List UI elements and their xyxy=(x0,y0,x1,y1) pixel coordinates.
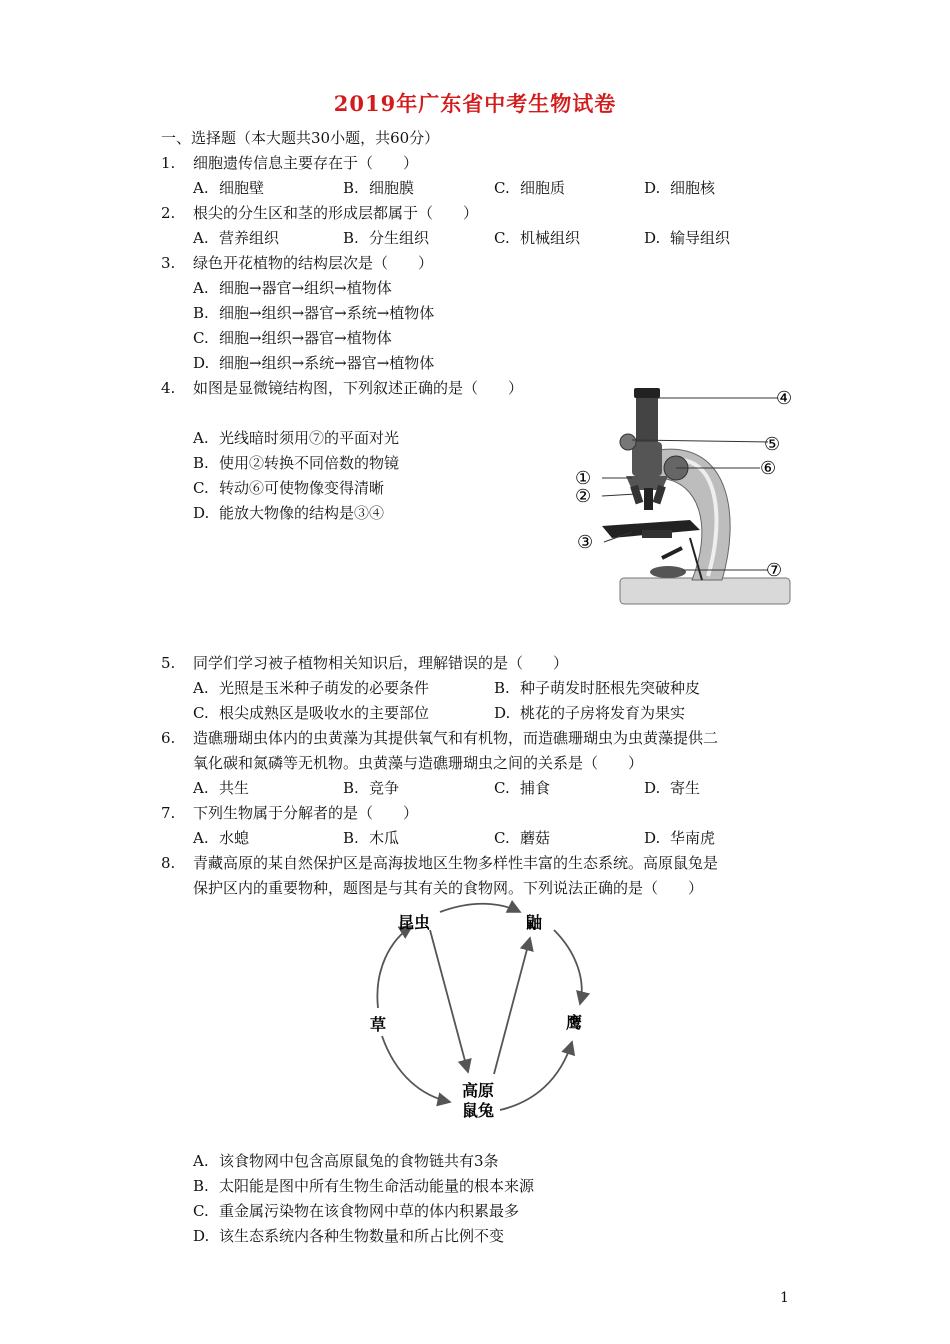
q7-option-c: C. 蘑菇 xyxy=(494,829,551,847)
q1-stem: 细胞遗传信息主要存在于（ ） xyxy=(193,154,419,172)
section-heading: 一、选择题（本大题共30小题，共60分） xyxy=(161,129,440,147)
q2-number: 2. xyxy=(161,204,176,222)
q8-stem-line2: 保护区内的重要物种，题图是与其有关的食物网。下列说法正确的是（ ） xyxy=(193,879,704,897)
node-insect: 昆虫 xyxy=(398,913,431,932)
microscope-figure xyxy=(572,380,792,608)
q6-stem-line1: 造礁珊瑚虫体内的虫黄藻为其提供氧气和有机物，而造礁珊瑚虫为虫黄藻提供二 xyxy=(193,729,719,747)
node-grass: 草 xyxy=(370,1015,387,1034)
page-number: 1 xyxy=(780,1290,789,1306)
q1-option-a: A. 细胞壁 xyxy=(193,179,265,197)
q5-option-c: C. 根尖成熟区是吸收水的主要部位 xyxy=(193,704,430,722)
q6-option-a: A. 共生 xyxy=(193,779,250,797)
q2-option-c: C. 机械组织 xyxy=(494,229,581,247)
q8-option-c: C. 重金属污染物在该食物网中草的体内积累最多 xyxy=(193,1202,520,1220)
label-2: ② xyxy=(575,486,592,507)
q8-option-d: D. 该生态系统内各种生物数量和所占比例不变 xyxy=(193,1227,505,1245)
q7-number: 7. xyxy=(161,804,176,822)
q3-option-b: B. 细胞→组织→器官→系统→植物体 xyxy=(193,304,435,322)
q5-stem: 同学们学习被子植物相关知识后，理解错误的是（ ） xyxy=(193,654,569,672)
q3-stem: 绿色开花植物的结构层次是（ ） xyxy=(193,254,434,272)
q4-number: 4. xyxy=(161,379,176,397)
label-4: ④ xyxy=(776,388,792,409)
q8-number: 8. xyxy=(161,854,176,872)
node-eagle: 鹰 xyxy=(566,1013,583,1032)
q3-option-d: D. 细胞→组织→系统→器官→植物体 xyxy=(193,354,435,372)
q1-option-b: B. 细胞膜 xyxy=(343,179,415,197)
q8-stem-line1: 青藏高原的某自然保护区是高海拔地区生物多样性丰富的生态系统。高原鼠兔是 xyxy=(193,854,719,872)
q4-option-c: C. 转动⑥可使物像变得清晰 xyxy=(193,479,385,497)
label-7: ⑦ xyxy=(766,560,783,581)
q7-option-b: B. 木瓜 xyxy=(343,829,400,847)
label-5: ⑤ xyxy=(764,434,781,455)
q5-option-d: D. 桃花的子房将发育为果实 xyxy=(494,704,686,722)
q1-option-c: C. 细胞质 xyxy=(494,179,566,197)
label-1: ① xyxy=(575,468,592,489)
q4-option-b: B. 使用②转换不同倍数的物镜 xyxy=(193,454,400,472)
q7-option-d: D. 华南虎 xyxy=(644,829,716,847)
q7-option-a: A. 水螅 xyxy=(193,829,250,847)
q7-stem: 下列生物属于分解者的是（ ） xyxy=(193,804,419,822)
label-6: ⑥ xyxy=(760,458,777,479)
q6-option-c: C. 捕食 xyxy=(494,779,551,797)
q1-number: 1. xyxy=(161,154,176,172)
q6-number: 6. xyxy=(161,729,176,747)
q2-option-d: D. 输导组织 xyxy=(644,229,731,247)
q5-number: 5. xyxy=(161,654,176,672)
label-3: ③ xyxy=(577,532,594,553)
q1-option-d: D. 细胞核 xyxy=(644,179,716,197)
q3-number: 3. xyxy=(161,254,176,272)
node-pika-line2: 鼠兔 xyxy=(462,1101,495,1120)
q6-stem-line2: 氧化碳和氮磷等无机物。虫黄藻与造礁珊瑚虫之间的关系是（ ） xyxy=(193,754,644,772)
food-web-figure xyxy=(360,900,600,1125)
exam-title: 2019年广东省中考生物试卷 xyxy=(333,91,617,116)
q5-option-b: B. 种子萌发时胚根先突破种皮 xyxy=(494,679,701,697)
node-pika-line1: 高原 xyxy=(462,1081,495,1100)
q2-stem: 根尖的分生区和茎的形成层都属于（ ） xyxy=(193,204,479,222)
q4-stem: 如图是显微镜结构图，下列叙述正确的是（ ） xyxy=(193,379,524,397)
q8-option-b: B. 太阳能是图中所有生物生命活动能量的根本来源 xyxy=(193,1177,535,1195)
node-frog: 鼬 xyxy=(526,913,543,932)
q4-option-d: D. 能放大物像的结构是③④ xyxy=(193,504,385,522)
q8-option-a: A. 该食物网中包含高原鼠兔的食物链共有3条 xyxy=(193,1152,499,1170)
q2-option-a: A. 营养组织 xyxy=(193,229,280,247)
q3-option-a: A. 细胞→器官→组织→植物体 xyxy=(193,279,392,297)
q6-option-b: B. 竞争 xyxy=(343,779,400,797)
q5-option-a: A. 光照是玉米种子萌发的必要条件 xyxy=(193,679,430,697)
q4-option-a: A. 光线暗时须用⑦的平面对光 xyxy=(193,429,400,447)
q3-option-c: C. 细胞→组织→器官→植物体 xyxy=(193,329,392,347)
q6-option-d: D. 寄生 xyxy=(644,779,701,797)
q2-option-b: B. 分生组织 xyxy=(343,229,430,247)
